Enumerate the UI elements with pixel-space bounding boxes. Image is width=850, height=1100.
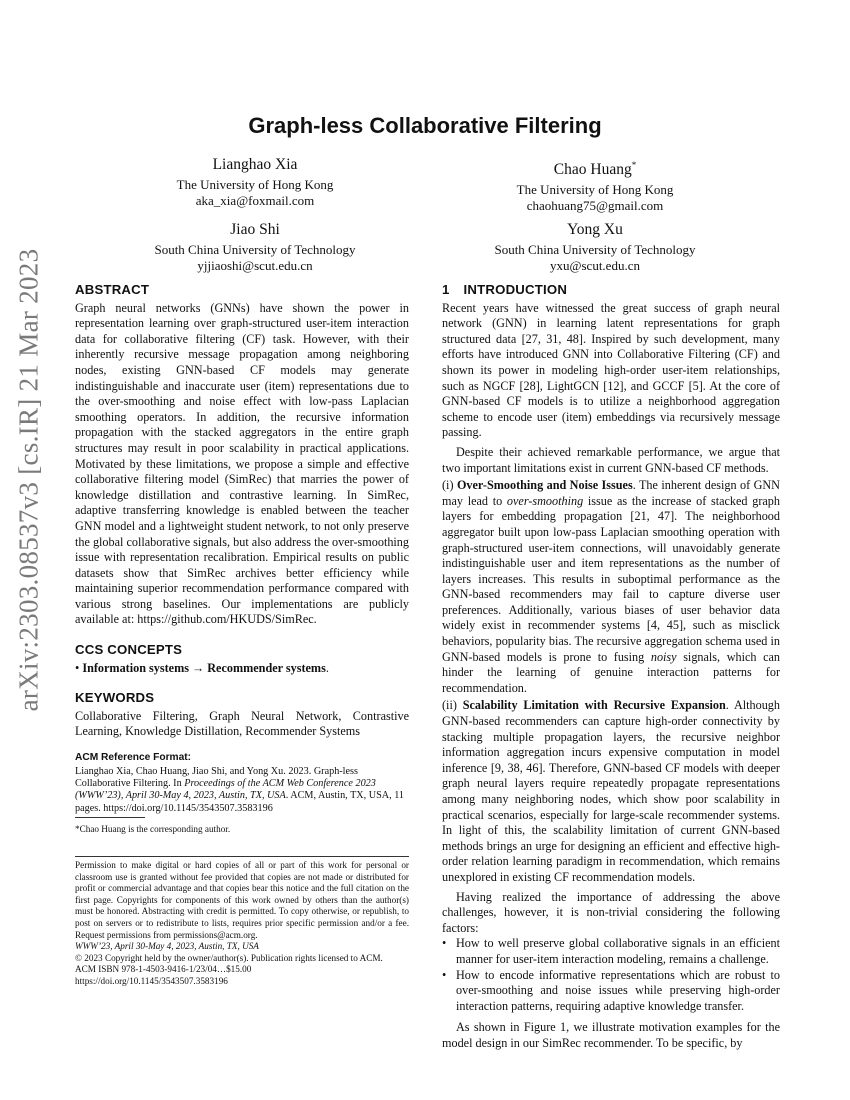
list-item: • How to encode informative representations which are robust to over-smoothing and noise issues while preserving high-order interaction patterns, requiring adaptive knowledge transfer. [442,967,780,1013]
author-affiliation: South China University of Technology [154,242,356,257]
abstract-heading: ABSTRACT [75,282,150,297]
author-affiliation: The University of Hong Kong [516,182,674,198]
arxiv-stamp: arXiv:2303.08537v3 [cs.IR] 21 Mar 2023 [13,248,44,712]
right-column [442,282,780,1052]
author-block-3 [130,222,380,274]
intro-paragraph-2: Despite their achieved remarkable performance, we argue that two important limitations exist in current GNN-based CF methods. [442,444,780,475]
intro-paragraph-6: As shown in Figure 1, we illustrate motivation examples for the model design in our SimRec recommender. To be specific, by [442,1020,780,1050]
author-email: yxu@scut.edu.cn [550,258,640,273]
author-block-1 [130,157,380,209]
intro-heading: 1 INTRODUCTION [442,282,568,297]
author-block-4 [470,222,720,274]
author-email: aka_xia@foxmail.com [195,193,315,208]
intro-paragraph-4: (ii) Scalability Limitation with Recursive Expansion. Although GNN-based recommenders can capture high-order connectivity by stacking multiple propagation layers, the recursive neighbor information aggregation incurs expensive computation in model inference [9, 38, 46]. Therefore, GNN-based CF models with deeper graph neural layers require repeatedly propagate representations among many neighboring nodes, which show poor scalability in practical scenarios, especially for large-scale recommender systems. In light of this, the scalability limitation of current GNN-based methods brings an urge for designing an efficient and effective high-order relation learning paradigm in recommendation, which remains unexplored in existing CF recommendation models. [442,698,780,884]
conference-line: WWW’23, April 30-May 4, 2023, Austin, TX, USA [75,941,259,952]
author-name: Lianghao Xia [212,156,298,173]
author-name: Yong Xu [567,221,623,238]
author-name: Jiao Shi [230,221,280,238]
author-block-2 [470,157,720,214]
intro-paragraph-5: Having realized the importance of addressing the above challenges, however, it is non-trivial considering the following factors: [442,889,780,935]
author-email: chaohuang75@gmail.com [526,198,664,214]
footnote-rule [75,817,145,818]
acm-ref-heading: ACM Reference Format: [75,752,192,764]
doi-link[interactable]: https://doi.org/10.1145/3543507.3583196 [75,975,228,986]
challenge-list [442,936,780,1014]
corresponding-footnote: *Chao Huang is the corresponding author. [75,824,231,834]
keywords-text: Collaborative Filtering, Graph Neural Network, Contrastive Learning, Knowledge Distillation, Recommender Systems [75,708,409,739]
abstract-text: Graph neural networks (GNNs) have shown the power in representation learning over graph-structured user-item interaction data for collaborative filtering (CF) task. However, with their inherently recursive message propagation among neighboring nodes, existing GNN-based CF models may generate indistinguishable and inaccurate user (item) representations due to the over-smoothing and noise effect with low-pass Laplacian smoothing operators. In addition, the recursive information propagation with the stacked aggregators in the entire graph structures may result in poor scalability in practical applications. Motivated by these limitations, we propose a simple and effective collaborative filtering model (SimRec) that marries the power of knowledge distillation and contrastive learning. In SimRec, adaptive transferring knowledge is enabled between the teacher GNN model and a lightweight student network, to not only preserve the global collaborative signals, but also address the over-smoothing issue with representation recalibration. Empirical results on public datasets show that SimRec archives better efficiency while maintaining superior recommendation performance compared with various strong baselines. Our implementations are publicly available at: https://github.com/HKUDS/SimRec. [75,300,409,627]
ccs-item: • Information systems → Recommender systems. [75,660,329,675]
paper-title: Graph-less Collaborative Filtering [248,113,602,138]
author-email: yjjiaoshi@scut.edu.cn [197,258,313,273]
list-item: • How to well preserve global collaborative signals in an efficient manner for user-item interaction modeling, remains a challenge. [442,936,780,966]
permission-block [75,856,409,988]
ccs-heading: CCS CONCEPTS [75,642,183,658]
intro-paragraph-1: Recent years have witnessed the great success of graph neural network (GNN) in learning latent representations for graph structured data [27, 31, 48]. Inspired by such development, many efforts have introduced GNN into Collaborative Filtering (CF) and shown its power in modeling high-order user-item relationships, such as NGCF [28], LightGCN [12], and GCCF [5]. At the core of GNN-based CF models is to utilize a neighborhood aggregation scheme to encode user (item) embeddings via recursively message passing. [442,300,780,440]
copyright-line: © 2023 Copyright held by the owner/author(s). Publication rights licensed to ACM. [75,952,383,963]
author-affiliation: South China University of Technology [494,242,696,257]
keywords-heading: KEYWORDS [75,690,155,706]
permission-text: Permission to make digital or hard copies of all or part of this work for personal or classroom use is granted without fee provided that copies are not made or distributed for profit or commercial advantage and that copies bear this notice and the full citation on the first page. Copyrights for components of this work owned by others than the author(s) must be honored. Abstracting with credit is permitted. To copy otherwise, or republish, to post on servers or to redistribute to lists, requires prior specific permission and/or a fee. Request permissions from permissions@acm.org. [75,860,409,940]
author-name: Chao Huang [553,161,632,179]
left-column [75,282,409,815]
acm-ref-text: Lianghao Xia, Chao Huang, Jiao Shi, and Yong Xu. 2023. Graph-less Collaborative Filtering. In Proceedings of the ACM Web Conference 2023 (WWW’23), April 30-May 4, 2023, Austin, TX, USA. ACM, Austin, TX, USA, 11 pages. https://doi.org/10.1145/3543507.3583196 [75,765,405,814]
author-affiliation: The University of Hong Kong [176,177,334,192]
intro-paragraph-3: (i) Over-Smoothing and Noise Issues. The inherent design of GNN may lead to over-smoothing issue as the increase of stacked graph layers for embedding propagation [21, 47]. The neighborhood aggregator built upon low-pass Laplacian smoothing operation with graph-structured user-item connections, will unavoidably generate indistinguishable user and item representations as the number of layers increases. This results in suboptimal performance as the GNN-based recommenders may fail to capture diverse user preferences. Additionally, various biases of user behavior data widely exist in recommender systems [4, 45], such as misclick behaviors, popularity bias. The recursive aggregation schema used in GNN-based models is prone to fusing noisy signals, which can hinder the learning of genuine interaction patterns for recommendation. [442,478,780,695]
isbn-line: ACM ISBN 978-1-4503-9416-1/23/04…$15.00 [75,964,252,975]
corresponding-mark: * [631,160,637,170]
